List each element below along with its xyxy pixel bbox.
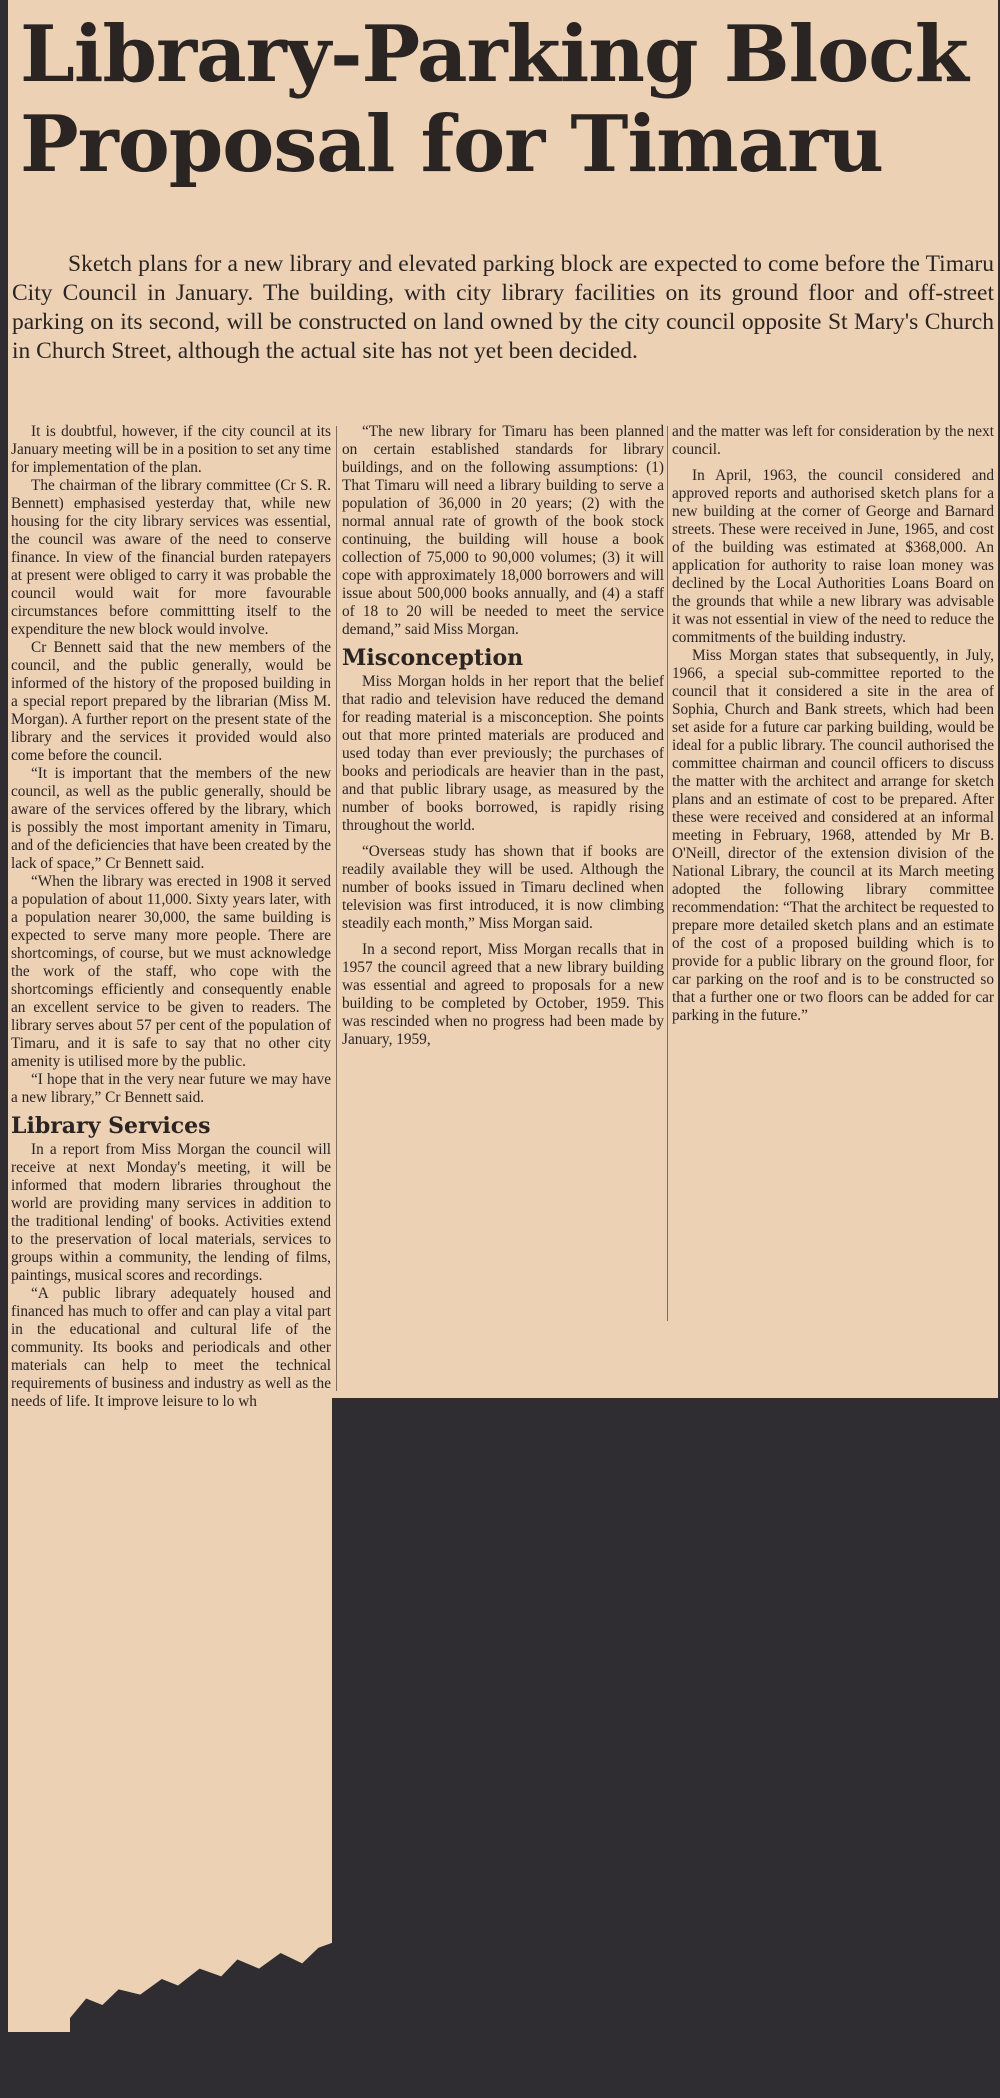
paragraph: The chairman of the library committee (Cr S. R. Bennett) emphasised yesterday that, while new housing for the city library services was essential, the council was aware of the need to conserve finance. In view of the financial burden ratepayers at present were obliged to carry it was probable the council would wait for more favourable circumstances before committting itself to the expenditure the new block would involve. (11, 477, 331, 638)
paragraph: Miss Morgan states that subsequently, in July, 1966, a special sub-committee reported to the council that it considered a site in the area of Sophia, Church and Bank streets, which had been set aside for a future car parking building, would be ideal for a public library. The council authorised the committee chairman and council officers to discuss the matter with the architect and arrange for sketch plans and an estimate of cost to be prepared. After these were received and considered at an informal meeting in February, 1968, attended by Mr B. O'Neill, director of the extension division of the National Library, the council at its March meeting adopted the following library committee recommendation: “That the architect be requested to prepare more detailed sketch plans and an estimate of the cost of a proposed building which is to provide for a public library on the ground floor, for car parking on the roof and is to be constructed so that a further one or two floors can be added for car parking in the future.” (672, 647, 994, 1024)
headline (20, 10, 980, 190)
paragraph: “When the library was erected in 1908 it served a population of about 11,000. Sixty years later, with a population nearer 30,000, the same building is expected to serve many more people. There are shortcomings, of course, but we must acknowledge the work of the staff, who cope with the shortcomings efficiently and consequently enable an excellent service to be given to readers. The library serves about 57 per cent of the population of Timaru, and it is safe to say that no other city amenity is utilised more by the public. (11, 873, 331, 1070)
paragraph: “A public library adequately housed and financed has much to offer and can play a vital part in the educational and cultural life of the community. Its books and periodicals and other materials can help to meet the technical requirements of business and industry as well as the needs of life. It improve leisure to lo wh (11, 1285, 331, 1410)
subhead-library-services: Library Services (11, 1113, 211, 1139)
paragraph: In a report from Miss Morgan the council will receive at next Monday's meeting, it will be informed that modern libraries throughout the world are providing many services in addition to the traditional lending' of books. Activities extend to the preservation of local materials, services to groups within a community, the lending of films, paintings, musical scores and recordings. (11, 1141, 331, 1284)
paragraph: Miss Morgan holds in her report that the belief that radio and television have reduced the demand for reading material is a misconception. She points out that more printed materials are produced and used today than ever previously; the purchases of books and periodicals are heavier than in the past, and that public library usage, as measured by the number of books borrowed, is rapidly rising throughout the world. (342, 673, 664, 834)
paragraph: In a second report, Miss Morgan recalls that in 1957 the council agreed that a new library building was essential and agreed to proposals for a new building to be completed by October, 1959. This was rescinded when no progress had been made by January, 1959, (342, 941, 664, 1048)
column-1 (11, 423, 331, 1411)
paragraph: “Overseas study has shown that if books are readily available they will be used. Although the number of books issued in Timaru declined when television was first introduced, it is now climbing steadily each month,” Miss Morgan said. (342, 843, 664, 932)
standfirst: Sketch plans for a new library and elevated parking block are expected to come before the Timaru City Council in January. The building, with city library facilities on its ground floor and off-street parking on its second, will be constructed on land owned by the city council opposite St Mary's Church in Church Street, although the actual site has not yet been decided. (12, 251, 994, 364)
column-2 (342, 423, 664, 1049)
column-rule (336, 426, 337, 1391)
subhead-misconception: Misconception (342, 645, 524, 671)
paragraph: Cr Bennett said that the new members of the council, and the public generally, would be informed of the history of the proposed building in a special report prepared by the librarian (Miss M. Morgan). A further report on the present state of the library and the services it provided would also come before the council. (11, 639, 331, 764)
headline-line-2: Proposal for Timaru (20, 99, 883, 190)
paragraph: It is doubtful, however, if the city council at its January meeting will be in a position to set any time for implementation of the plan. (11, 423, 331, 476)
column-3 (672, 423, 994, 1025)
column-rule (667, 426, 668, 1321)
paragraph: “It is important that the members of the new council, as well as the public generally, should be aware of the services offered by the library, which is possibly the most important amenity in Timaru, and of the deficiencies that have been created by the lack of space,” Cr Bennett said. (11, 765, 331, 872)
headline-line-1: Library-Parking Block (20, 9, 968, 100)
paper-lower-left (8, 1398, 332, 2032)
paragraph: “I hope that in the very near future we may have a new library,” Cr Bennett said. (11, 1071, 331, 1106)
paragraph: “The new library for Timaru has been planned on certain established standards for library buildings, and on the following assumptions: (1) That Timaru will need a library building to serve a population of 36,000 in 20 years; (2) with the normal annual rate of growth of the book stock continuing, the building will house a book collection of 75,000 to 90,000 volumes; (3) it will cope with approximately 18,000 borrowers and will issue about 500,000 books annually, and (4) a staff of 18 to 20 will be needed to meet the service demand,” said Miss Morgan. (342, 423, 664, 638)
paragraph: In April, 1963, the council considered and approved reports and authorised sketch plans for a new building at the corner of George and Barnard streets. These were received in June, 1965, and cost of the building was estimated at $368,000. An application for authority to raise loan money was declined by the Local Authorities Loans Board on the grounds that while a new library was advisable it was not essential in view of the need to reduce the commitments of the building industry. (672, 467, 994, 646)
paragraph: and the matter was left for consideration by the next council. (672, 423, 994, 458)
